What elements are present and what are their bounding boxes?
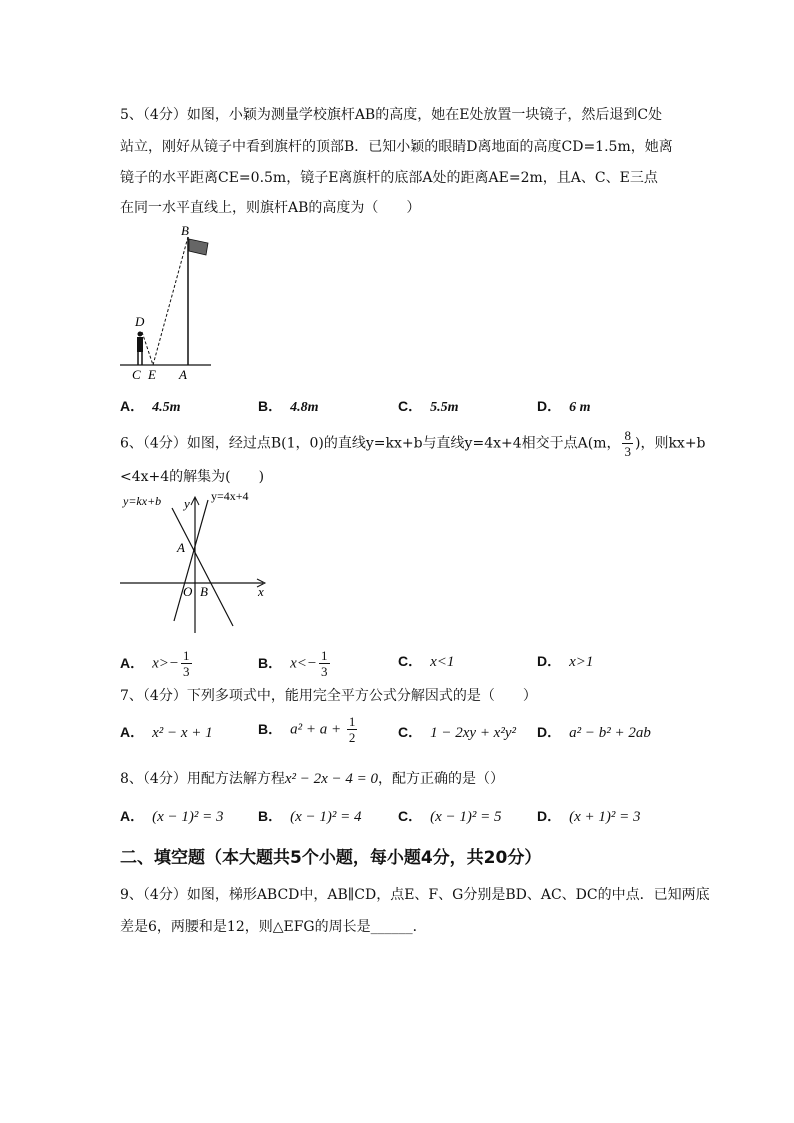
- label-point-a: A: [177, 540, 185, 555]
- label-c: C: [132, 367, 141, 382]
- q9-line-1: 9、（4分）如图，梯形ABCD中，AB∥CD，点E、F、G分别是BD、AC、DC的中点．已知两底: [120, 887, 710, 903]
- q9-line-2: 差是6，两腰和是12，则△EFG的周长是______．: [120, 919, 427, 935]
- section-heading: 二、填空题（本大题共5个小题，每小题4分，共20分）: [120, 848, 542, 868]
- q5-option-d[interactable]: D． 6 m: [537, 398, 591, 415]
- q7-option-b[interactable]: B． a² + a + $\frac{1}{2}$: [258, 714, 356, 745]
- q7-option-a[interactable]: A． x² − x + 1: [120, 724, 213, 741]
- flag-icon: [189, 239, 208, 255]
- person-icon: [137, 332, 143, 366]
- label-y: y: [184, 496, 190, 511]
- q5-option-c[interactable]: C． 5.5m: [398, 398, 459, 415]
- label-line-4x-4: y=4x+4: [211, 489, 249, 503]
- q6-option-b[interactable]: B． x<− $\frac{1}{3}$: [258, 648, 328, 679]
- q8-stem: 8、（4分）用配方法解方程x² − 2x − 4 = 0，配方正确的是（）: [120, 771, 505, 787]
- q8-option-c[interactable]: C． (x − 1)² = 5: [398, 808, 502, 825]
- sight-line-eb: [153, 237, 188, 365]
- q7-stem: 7、（4分）下列多项式中，能用完全平方公式分解因式的是（ ）: [120, 688, 537, 704]
- q8-option-a[interactable]: A． (x − 1)² = 3: [120, 808, 224, 825]
- q7-option-c[interactable]: C． 1 − 2xy + x²y²: [398, 724, 516, 741]
- label-origin: O: [183, 584, 193, 599]
- line-kx-b: [172, 508, 233, 626]
- q5-line-2: 站立，刚好从镜子中看到旗杆的顶部B．已知小颖的眼睛D离地面的高度CD=1.5m，她离: [120, 139, 673, 155]
- q6-line-2: <4x+4的解集为( ): [120, 469, 265, 485]
- q5-line-1: 5、（4分）如图，小颖为测量学校旗杆AB的高度，她在E处放置一块镜子，然后退到C处: [120, 107, 663, 123]
- q8-option-d[interactable]: D． (x + 1)² = 3: [537, 808, 641, 825]
- q8-equation: x² − 2x − 4 = 0: [284, 771, 379, 787]
- label-point-b: B: [200, 584, 208, 599]
- label-a: A: [179, 367, 187, 382]
- q5-line-3: 镜子的水平距离CE=0.5m，镜子E离旗杆的底部A处的距离AE=2m，且A、C、E三点: [120, 170, 658, 186]
- q6-option-a[interactable]: A． x>− $\frac{1}{3}$: [120, 648, 190, 679]
- q5-line-4: 在同一水平直线上，则旗杆AB的高度为（ ）: [120, 200, 421, 216]
- line-4x-4: [174, 500, 208, 621]
- q6-fraction: $\frac{8}{3}$: [624, 428, 631, 459]
- q7-option-d[interactable]: D． a² − b² + 2ab: [537, 724, 651, 741]
- sight-line-de: [142, 332, 153, 365]
- q6-option-c[interactable]: C． x<1: [398, 653, 455, 670]
- q6-option-d[interactable]: D． x>1: [537, 653, 594, 670]
- label-e: E: [148, 367, 156, 382]
- q8-option-b[interactable]: B． (x − 1)² = 4: [258, 808, 362, 825]
- label-line-kx-b: y=kx+b: [123, 494, 162, 508]
- q5-option-b[interactable]: B． 4.8m: [258, 398, 319, 415]
- label-d: D: [135, 314, 145, 329]
- q6-figure: [115, 486, 275, 636]
- q5-option-a[interactable]: A． 4.5m: [120, 398, 181, 415]
- label-x: x: [258, 584, 264, 599]
- q5-figure: [115, 222, 225, 384]
- label-b: B: [181, 223, 189, 238]
- q6-line-1: 6、（4分）如图，经过点B(1，0)的直线y=kx+b与直线y=4x+4相交于点A(m， $\frac{8}{3}$ )，则kx+b: [120, 428, 706, 459]
